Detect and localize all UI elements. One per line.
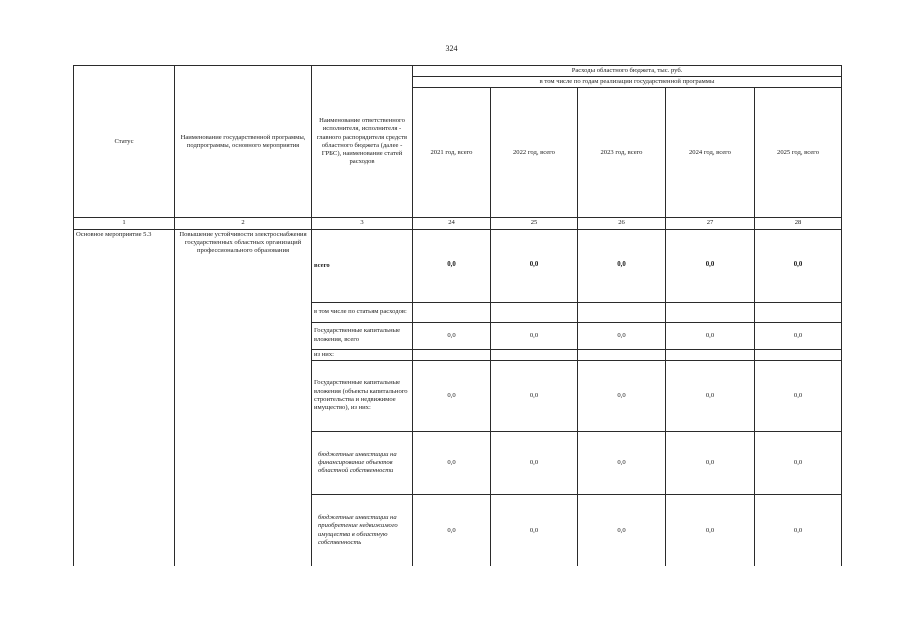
value-cell: 0,0 [666,431,755,494]
section-name: Повышение устойчивости электроснабжения государственных областных организаций профессионального образования [175,229,312,566]
header-executor: Наименование ответственного исполнителя, исполнителя - главного распорядителя средств областного бюджета (далее - ГРБС), наименование статей расходов [312,66,413,218]
header-year-2022: 2022 год, всего [491,88,578,218]
value-cell: 0,0 [491,494,578,566]
column-number: 26 [578,218,666,229]
value-cell [666,302,755,322]
row-label: Государственные капитальные вложения (объекты капитального строительства и недвижимое имущество), из них: [312,360,413,431]
column-number: 1 [74,218,175,229]
header-year-2024: 2024 год, всего [666,88,755,218]
header-program-name: Наименование государственной программы, подпрограммы, основного мероприятия [175,66,312,218]
value-cell: 0,0 [578,229,666,302]
budget-table [73,65,842,566]
table-row [74,229,842,302]
value-cell [491,349,578,360]
value-cell: 0,0 [413,360,491,431]
column-numbers-row [74,218,842,229]
header-status: Статус [74,66,175,218]
value-cell: 0,0 [413,431,491,494]
value-cell [578,349,666,360]
header-year-2025: 2025 год, всего [755,88,842,218]
column-number: 24 [413,218,491,229]
value-cell: 0,0 [755,494,842,566]
value-cell: 0,0 [666,494,755,566]
column-number: 25 [491,218,578,229]
value-cell: 0,0 [413,494,491,566]
page-number: 324 [445,44,458,53]
value-cell: 0,0 [666,322,755,349]
column-number: 2 [175,218,312,229]
value-cell [666,349,755,360]
value-cell [755,349,842,360]
row-label: Государственные капитальные вложения, всего [312,322,413,349]
value-cell [413,349,491,360]
row-label: всего [312,229,413,302]
row-label: из них: [312,349,413,360]
row-label: в том числе по статьям расходов: [312,302,413,322]
value-cell: 0,0 [666,229,755,302]
value-cell: 0,0 [755,229,842,302]
value-cell: 0,0 [491,322,578,349]
column-number: 27 [666,218,755,229]
value-cell: 0,0 [755,431,842,494]
value-cell: 0,0 [578,360,666,431]
header-row-1 [74,66,842,77]
value-cell [578,302,666,322]
header-year-2021: 2021 год, всего [413,88,491,218]
row-label: бюджетные инвестиции на финансирование объектов областной собственности [312,431,413,494]
section-status: Основное мероприятие 5.3 [74,229,175,566]
value-cell: 0,0 [491,360,578,431]
row-label: бюджетные инвестиции на приобретение недвижимого имущества в областную собственность [312,494,413,566]
value-cell: 0,0 [666,360,755,431]
column-number: 28 [755,218,842,229]
column-number: 3 [312,218,413,229]
value-cell: 0,0 [413,229,491,302]
value-cell: 0,0 [491,431,578,494]
value-cell [755,302,842,322]
value-cell [491,302,578,322]
value-cell: 0,0 [578,494,666,566]
value-cell: 0,0 [755,322,842,349]
value-cell: 0,0 [413,322,491,349]
value-cell: 0,0 [578,431,666,494]
value-cell: 0,0 [491,229,578,302]
value-cell: 0,0 [578,322,666,349]
header-by-years-title: в том числе по годам реализации государственной программы [413,77,842,88]
value-cell [413,302,491,322]
header-year-2023: 2023 год, всего [578,88,666,218]
header-expenses-title: Расходы областного бюджета, тыс. руб. [413,66,842,77]
value-cell: 0,0 [755,360,842,431]
